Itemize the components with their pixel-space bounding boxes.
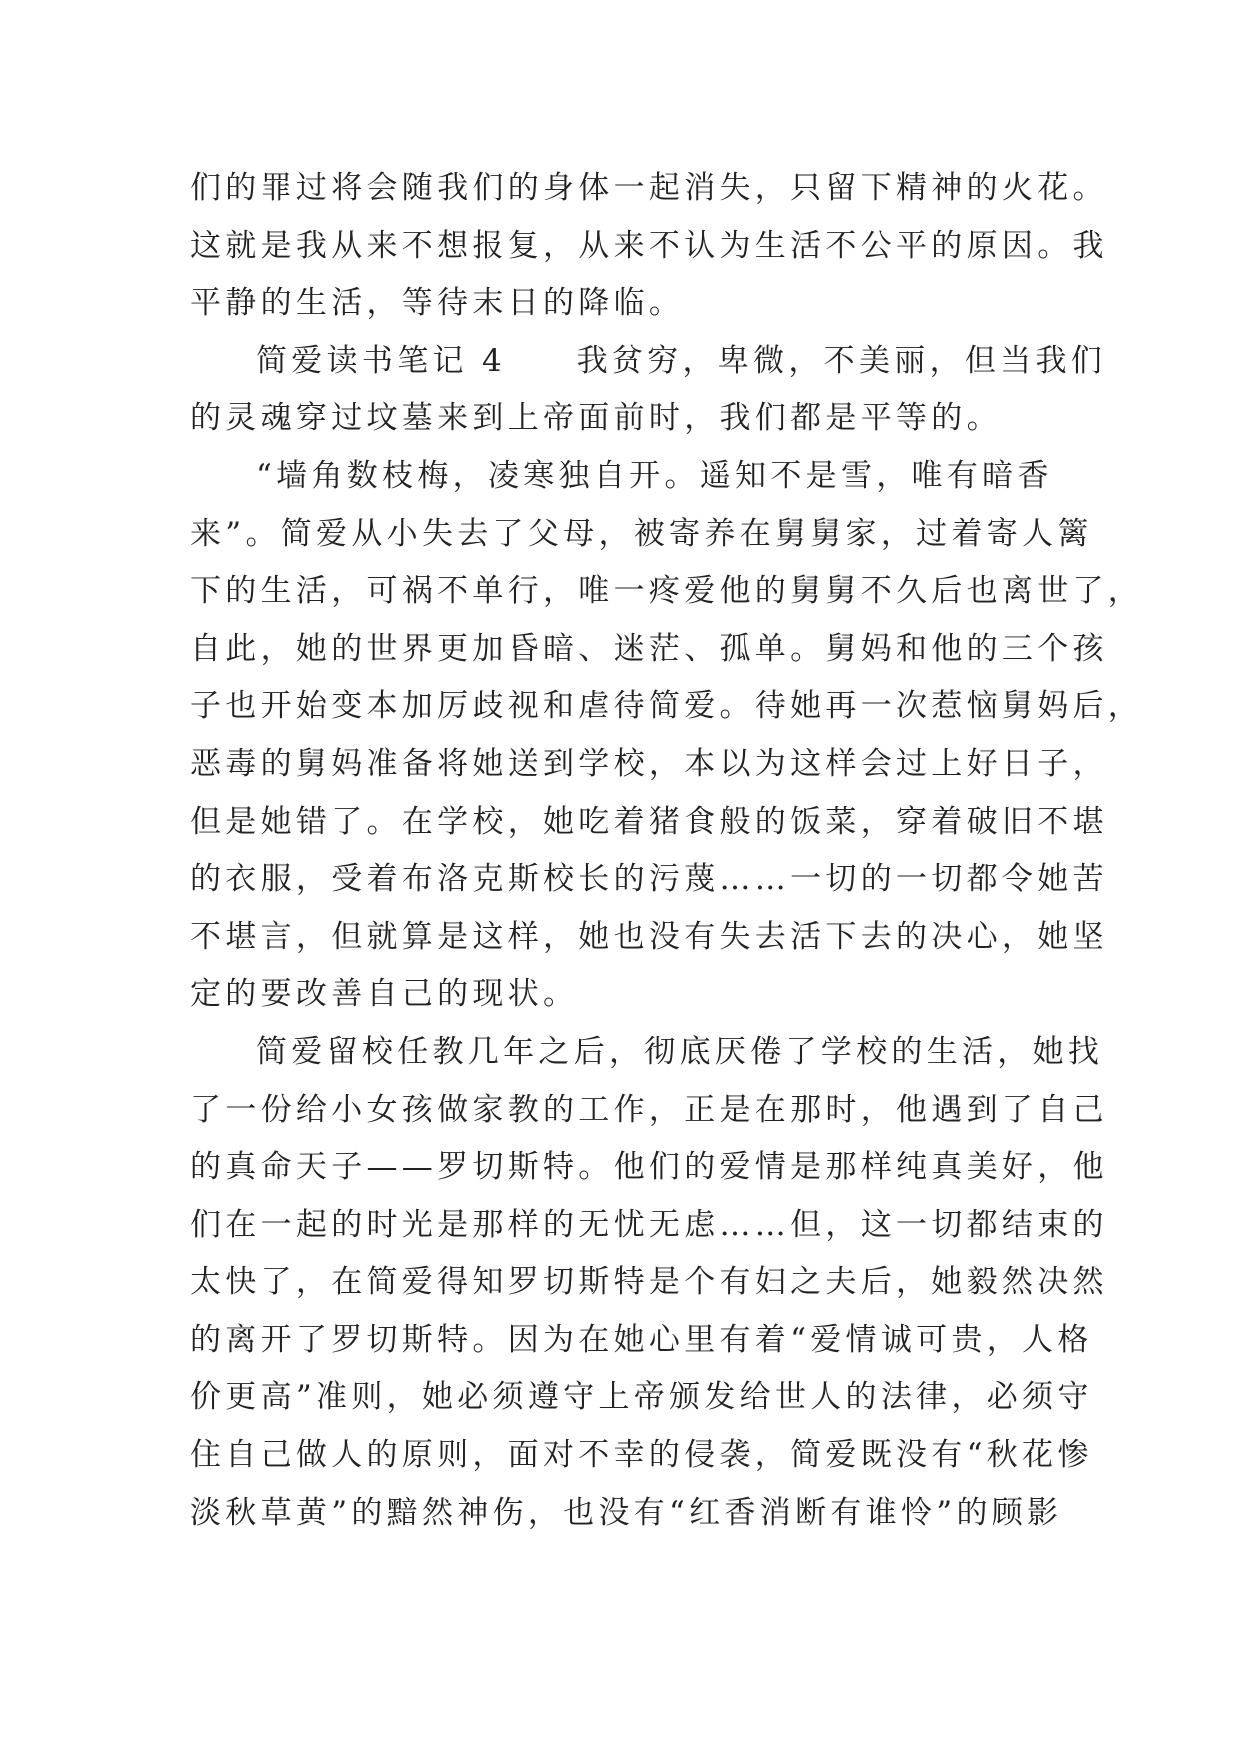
text-line: 来”。简爱从小失去了父母，被寄养在舅舅家，过着寄人篱: [190, 515, 1093, 552]
text-line: 定的要改善自己的现状。: [190, 976, 579, 1013]
text-line: 的真命天子——罗切斯特。他们的爱情是那样纯真美好，他: [190, 1149, 1108, 1186]
body-text: [190, 160, 1144, 1542]
text-line: 太快了，在简爱得知罗切斯特是个有妇之夫后，她毅然决然: [190, 1264, 1108, 1301]
text-line: 平静的生活，等待末日的降临。: [190, 285, 685, 322]
paragraph-start-line: “墙角数枝梅，凌寒独自开。遥知不是雪，唯有暗香: [256, 457, 1053, 494]
text-line: 下的生活，可祸不单行，唯一疼爱他的舅舅不久后也离世了，: [190, 573, 1144, 610]
text-line: 这就是我从来不想报复，从来不认为生活不公平的原因。我: [190, 227, 1108, 264]
text-line: 们在一起的时光是那样的无忧无虑……但，这一切都结束的: [190, 1206, 1108, 1243]
text-line: 的离开了罗切斯特。因为在她心里有着“爱情诚可贵，人格: [190, 1321, 1093, 1358]
text-line: 自此，她的世界更加昏暗、迷茫、孤单。舅妈和他的三个孩: [190, 630, 1108, 667]
text-line: 恶毒的舅妈准备将她送到学校，本以为这样会过上好日子，: [190, 745, 1108, 782]
text-line: 子也开始变本加厉歧视和虐待简爱。待她再一次惹恼舅妈后，: [190, 688, 1144, 725]
text-line: 价更高”准则，她必须遵守上帝颁发给世人的法律，必须守: [190, 1379, 1093, 1416]
paragraph-start-line: 简爱留校任教几年之后，彻底厌倦了学校的生活，她找: [256, 1033, 1104, 1070]
text-line: 们的罪过将会随我们的身体一起消失，只留下精神的火花。: [190, 170, 1108, 206]
section-heading-line: 简爱读书笔记 4 我贫穷，卑微，不美丽，但当我们: [256, 342, 1107, 379]
text-line: 不堪言，但就算是这样，她也没有失去活下去的决心，她坚: [190, 918, 1108, 955]
text-line: 淡秋草黄”的黯然神伤，也没有“红香消断有谁怜”的顾影: [190, 1494, 1063, 1531]
text-line: 但是她错了。在学校，她吃着猪食般的饭菜，穿着破旧不堪: [190, 803, 1108, 840]
text-line: 的衣服，受着布洛克斯校长的污蔑……一切的一切都令她苦: [190, 861, 1108, 898]
text-line: 住自己做人的原则，面对不幸的侵袭，简爱既没有“秋花惨: [190, 1437, 1093, 1474]
text-line: 的灵魂穿过坟墓来到上帝面前时，我们都是平等的。: [190, 400, 1002, 437]
text-line: 了一份给小女孩做家教的工作，正是在那时，他遇到了自己: [190, 1091, 1108, 1128]
